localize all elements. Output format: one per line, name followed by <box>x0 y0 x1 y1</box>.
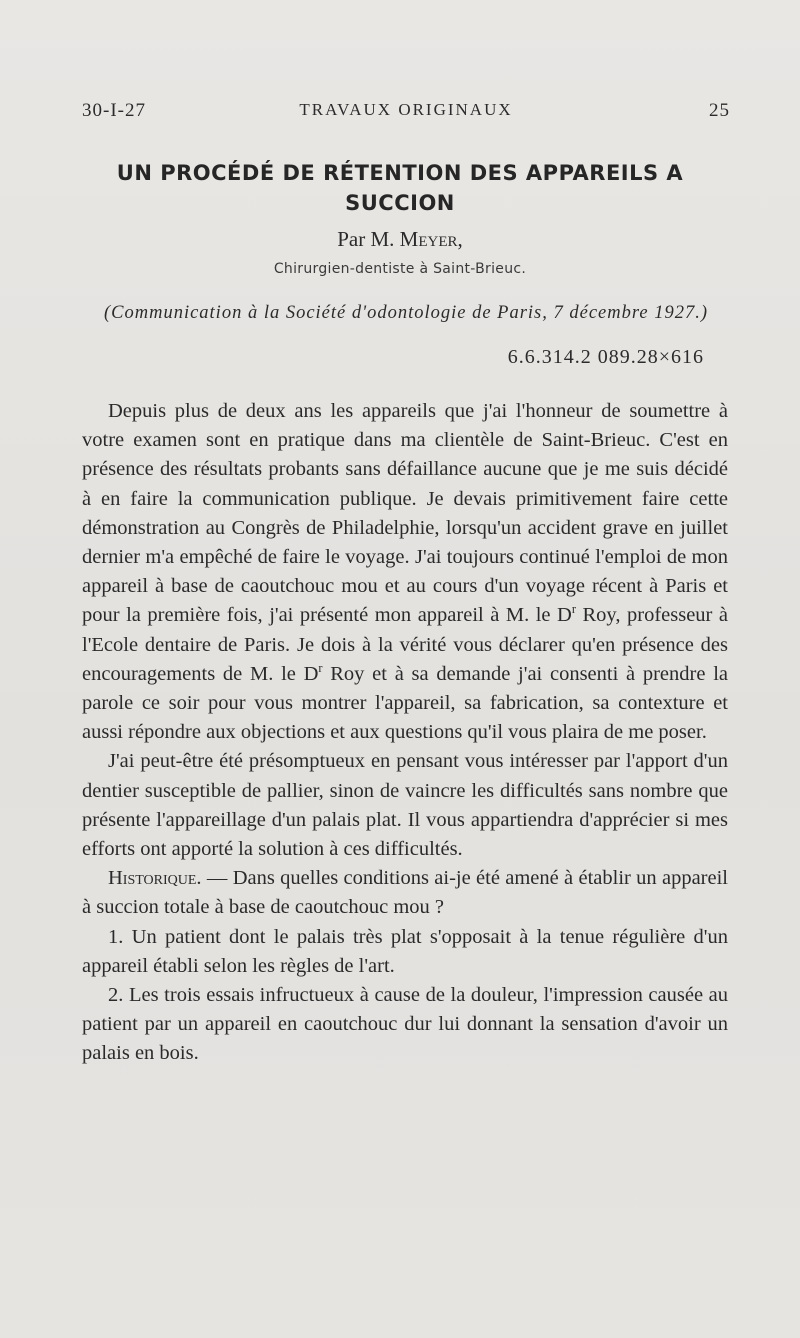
communication-note: (Communication à la Société d'odontologie de Paris, 7 décembre 1927.) <box>103 303 709 323</box>
paragraph-3 <box>82 864 728 922</box>
author-prefix: Par M. <box>337 227 400 251</box>
page-number: 25 <box>709 100 730 121</box>
paragraph-1-part-a: Depuis plus de deux ans les appareils que j'ai l'honneur de soumettre à votre examen sont en pratique dans ma clientèle de Saint-Brieuc. C'est en présence des résultats probants sans défaillance aucune que je me suis décidé à en faire la communication publique. Je devais primitivement faire cette démonstration au Congrès de Philadelphie, lorsqu'un accident grave en juillet dernier m'a empêché de faire le voyage. J'ai toujours continué l'emploi de mon appareil à base de caoutchouc mou et au cours d'un voyage récent à Paris et pour la première fois, j'ai présenté mon appareil à M. le D <box>82 400 728 627</box>
author-line <box>70 227 730 252</box>
paragraph-2: J'ai peut-être été présomptueux en pensant vous intéresser par l'apport d'un dentier susceptible de pallier, sinon de vaincre les difficultés sans nombre que présente l'appareillage d'un palais plat. Il vous appartiendra d'apprécier si mes efforts ont apporté la solution à ces difficultés. <box>82 750 728 861</box>
article-body <box>82 397 728 1069</box>
classification-code: 6.6.314.2 089.28×616 <box>507 346 704 368</box>
author-name: Meyer <box>399 227 458 251</box>
paragraph-3-text: — Dans quelles conditions ai-je été amené à établir un appareil à succion totale à base de caoutchouc mou ? <box>82 867 728 919</box>
article-title: UN PROCÉDÉ DE RÉTENTION DES APPAREILS A SUCCION <box>116 161 684 215</box>
section-heading-historique: Historique. <box>108 867 202 890</box>
running-head-date: 30-I-27 <box>82 100 146 121</box>
paragraph-1-part-b: Roy, professeur à l'Ecole dentaire de Paris. Je dois à la vérité vous déclarer qu'en présence des encouragements de M. le D <box>82 604 729 685</box>
paragraph-1-part-c: Roy et à sa demande j'ai consenti à prendre la parole ce soir pour vous montrer l'appareil, sa fabrication, sa contexture et aussi répondre aux objections et aux questions qu'il vous plaira de me poser. <box>82 662 728 744</box>
list-item: 2. Les trois essais infructueux à cause de la douleur, l'impression causée au patient par un appareil en caoutchouc dur lui donnant la sensation d'avoir un palais en bois. <box>82 984 728 1065</box>
author-affiliation: Chirurgien-dentiste à Saint-Brieuc. <box>273 261 527 277</box>
running-head <box>82 100 730 130</box>
dr-superscript: r <box>571 602 576 617</box>
author-suffix: , <box>457 227 463 251</box>
list-item: 1. Un patient dont le palais très plat s'opposait à la tenue régulière d'un appareil établi selon les règles de l'art. <box>82 925 728 977</box>
running-head-section: TRAVAUX ORIGINAUX <box>299 100 513 119</box>
paragraph-1 <box>82 397 728 747</box>
dr-superscript: r <box>318 661 323 675</box>
